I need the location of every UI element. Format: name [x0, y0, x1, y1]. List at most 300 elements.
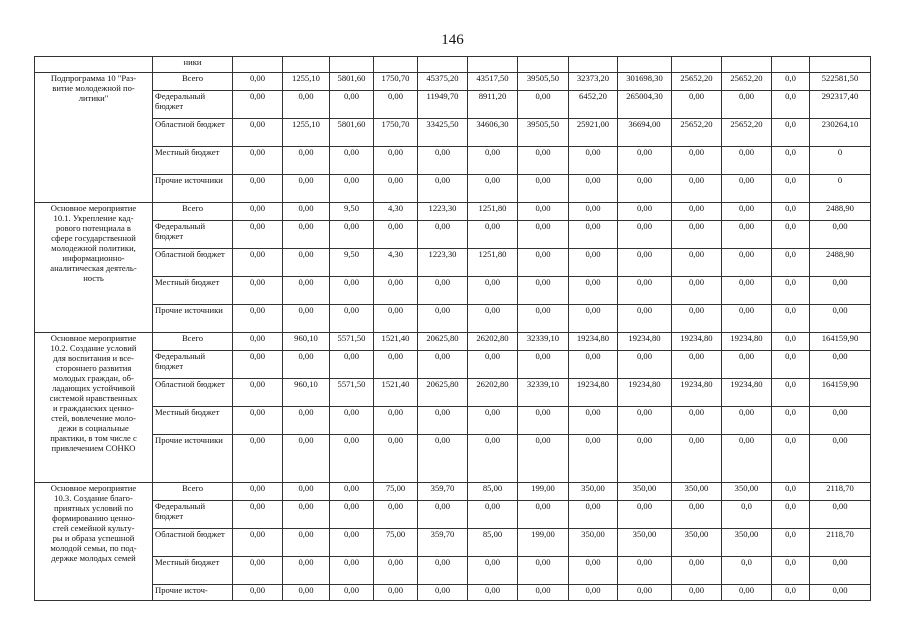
value-cell: 0,00 — [233, 203, 283, 221]
value-cell: 0,00 — [722, 585, 772, 601]
value-cell: 0,00 — [569, 351, 618, 379]
value-cell: 0,00 — [374, 351, 418, 379]
value-cell: 0,00 — [569, 305, 618, 333]
value-cell: 0,00 — [283, 435, 330, 483]
value-cell: 25652,20 — [722, 119, 772, 147]
value-cell: 0,00 — [468, 407, 518, 435]
value-cell: 19234,80 — [569, 379, 618, 407]
funding-source-cell: Прочие источ- — [153, 585, 233, 601]
program-title-cell — [35, 57, 153, 73]
value-cell: 1750,70 — [374, 73, 418, 91]
value-cell: 0,00 — [672, 175, 722, 203]
value-cell: 0,00 — [330, 557, 374, 585]
value-cell — [618, 57, 672, 73]
value-cell: 0,00 — [722, 407, 772, 435]
program-title-line: держке молодых семей — [51, 553, 136, 563]
value-cell: 0,00 — [374, 221, 418, 249]
table-row — [35, 501, 871, 529]
value-cell: 0,00 — [618, 407, 672, 435]
value-cell: 0,00 — [374, 435, 418, 483]
value-cell: 0,00 — [810, 351, 871, 379]
value-cell — [374, 57, 418, 73]
value-cell: 0,00 — [569, 175, 618, 203]
value-cell: 0,00 — [810, 557, 871, 585]
value-cell: 0,00 — [468, 585, 518, 601]
value-cell: 0,00 — [672, 585, 722, 601]
value-cell: 0,00 — [618, 147, 672, 175]
value-cell: 36694,00 — [618, 119, 672, 147]
value-cell: 25652,20 — [722, 73, 772, 91]
value-cell: 0,0 — [772, 407, 810, 435]
value-cell: 0,00 — [418, 305, 468, 333]
value-cell: 350,00 — [722, 529, 772, 557]
program-title-cell — [35, 203, 153, 333]
funding-source-cell: Всего — [153, 73, 233, 91]
value-cell: 0,00 — [233, 221, 283, 249]
program-title-line: ность — [83, 273, 104, 283]
value-cell: 0,00 — [569, 249, 618, 277]
value-cell: 0,00 — [330, 407, 374, 435]
value-cell: 0,00 — [330, 501, 374, 529]
value-cell: 0,00 — [233, 277, 283, 305]
value-cell: 0,00 — [672, 407, 722, 435]
value-cell: 0,00 — [283, 147, 330, 175]
table-row — [35, 221, 871, 249]
value-cell: 0,00 — [722, 91, 772, 119]
value-cell: 32339,10 — [518, 379, 569, 407]
value-cell: 19234,80 — [569, 333, 618, 351]
value-cell: 164159,90 — [810, 333, 871, 351]
value-cell: 0,00 — [233, 435, 283, 483]
value-cell: 0,00 — [233, 351, 283, 379]
value-cell — [330, 57, 374, 73]
value-cell: 0,00 — [283, 585, 330, 601]
value-cell: 2488,90 — [810, 249, 871, 277]
value-cell: 0,00 — [618, 501, 672, 529]
value-cell: 0,00 — [722, 435, 772, 483]
value-cell: 350,00 — [672, 483, 722, 501]
value-cell: 0,00 — [518, 407, 569, 435]
table-row — [35, 249, 871, 277]
value-cell: 0,00 — [418, 147, 468, 175]
program-title-cell — [35, 73, 153, 203]
value-cell: 0,00 — [283, 407, 330, 435]
program-title-line: ры и образа успешной — [52, 533, 135, 543]
value-cell: 0,0 — [772, 501, 810, 529]
value-cell: 0,00 — [569, 203, 618, 221]
value-cell: 0,00 — [810, 305, 871, 333]
value-cell: 0,00 — [330, 277, 374, 305]
value-cell: 85,00 — [468, 483, 518, 501]
value-cell: 0,00 — [518, 91, 569, 119]
value-cell: 0,00 — [283, 483, 330, 501]
funding-source-cell: Местный бюджет — [153, 147, 233, 175]
program-title-line: 10.3. Создание благо- — [54, 493, 133, 503]
value-cell: 0,00 — [672, 147, 722, 175]
program-title-line: Основное мероприятие — [50, 203, 137, 213]
value-cell: 0,00 — [233, 483, 283, 501]
value-cell: 0,0 — [772, 221, 810, 249]
table-row — [35, 91, 871, 119]
value-cell: 0,00 — [233, 147, 283, 175]
value-cell: 0,00 — [468, 501, 518, 529]
value-cell: 0,0 — [772, 147, 810, 175]
table-row — [35, 585, 871, 601]
value-cell: 1521,40 — [374, 379, 418, 407]
value-cell: 5801,60 — [330, 119, 374, 147]
value-cell: 0,00 — [618, 277, 672, 305]
value-cell: 0,0 — [772, 73, 810, 91]
value-cell: 0,0 — [722, 557, 772, 585]
value-cell: 1255,10 — [283, 73, 330, 91]
value-cell: 0,00 — [283, 277, 330, 305]
program-title-line: молодой семьи, по под- — [50, 543, 137, 553]
program-title-line: привлечением СОНКО — [51, 443, 136, 453]
value-cell: 0,00 — [374, 407, 418, 435]
value-cell: 0,00 — [233, 175, 283, 203]
value-cell: 0,00 — [810, 435, 871, 483]
value-cell: 85,00 — [468, 529, 518, 557]
value-cell: 0,00 — [233, 379, 283, 407]
value-cell: 0,00 — [468, 147, 518, 175]
value-cell: 0,00 — [374, 175, 418, 203]
value-cell: 0,00 — [618, 221, 672, 249]
value-cell: 0,00 — [233, 529, 283, 557]
program-title-line: и гражданских ценно- — [53, 403, 134, 413]
value-cell: 43517,50 — [468, 73, 518, 91]
value-cell — [672, 57, 722, 73]
value-cell: 32339,10 — [518, 333, 569, 351]
value-cell: 20625,80 — [418, 379, 468, 407]
page-number: 146 — [441, 32, 464, 48]
value-cell: 0,00 — [233, 305, 283, 333]
value-cell: 0,00 — [283, 501, 330, 529]
value-cell: 0,0 — [772, 249, 810, 277]
value-cell: 0,00 — [569, 557, 618, 585]
value-cell: 0,0 — [772, 203, 810, 221]
value-cell: 19234,80 — [672, 333, 722, 351]
value-cell: 0,0 — [772, 529, 810, 557]
value-cell: 19234,80 — [618, 333, 672, 351]
value-cell: 0,00 — [672, 221, 722, 249]
value-cell: 0,00 — [518, 175, 569, 203]
value-cell: 0,0 — [772, 379, 810, 407]
table-row — [35, 529, 871, 557]
value-cell: 0,00 — [233, 249, 283, 277]
value-cell: 0,0 — [772, 483, 810, 501]
value-cell: 0,00 — [672, 501, 722, 529]
value-cell: 199,00 — [518, 529, 569, 557]
value-cell: 350,00 — [569, 529, 618, 557]
program-title-line: для воспитания и все- — [53, 353, 134, 363]
value-cell: 1750,70 — [374, 119, 418, 147]
value-cell: 32373,20 — [569, 73, 618, 91]
program-title-line: витие молодежной по- — [52, 83, 135, 93]
value-cell: 0,00 — [468, 221, 518, 249]
funding-source-cell: Федеральный бюджет — [153, 221, 233, 249]
value-cell — [722, 57, 772, 73]
value-cell: 0,00 — [330, 221, 374, 249]
funding-source-cell: Прочие источники — [153, 305, 233, 333]
value-cell: 8911,20 — [468, 91, 518, 119]
value-cell: 0,00 — [330, 351, 374, 379]
value-cell: 301698,30 — [618, 73, 672, 91]
value-cell: 0,00 — [672, 249, 722, 277]
value-cell: 19234,80 — [722, 379, 772, 407]
value-cell: 19234,80 — [722, 333, 772, 351]
value-cell: 0,00 — [468, 277, 518, 305]
funding-source-cell: Местный бюджет — [153, 277, 233, 305]
value-cell: 0,00 — [722, 277, 772, 305]
table-row — [35, 333, 871, 351]
value-cell: 0,00 — [618, 249, 672, 277]
value-cell: 0,00 — [374, 305, 418, 333]
value-cell: 0,00 — [374, 91, 418, 119]
value-cell: 0,00 — [418, 557, 468, 585]
value-cell: 25652,20 — [672, 119, 722, 147]
value-cell: 0,00 — [722, 249, 772, 277]
table-row — [35, 73, 871, 91]
program-title-line: информационно- — [62, 253, 125, 263]
value-cell: 0,00 — [468, 305, 518, 333]
value-cell: 0,0 — [772, 333, 810, 351]
value-cell: 0,00 — [418, 277, 468, 305]
value-cell: 0,00 — [330, 529, 374, 557]
value-cell: 0,00 — [418, 175, 468, 203]
value-cell: 265004,30 — [618, 91, 672, 119]
value-cell: 0,00 — [518, 435, 569, 483]
value-cell: 9,50 — [330, 203, 374, 221]
value-cell: 0,00 — [810, 585, 871, 601]
table-row — [35, 119, 871, 147]
table-row — [35, 351, 871, 379]
value-cell: 0,00 — [722, 203, 772, 221]
value-cell: 4,30 — [374, 203, 418, 221]
value-cell: 0,0 — [772, 305, 810, 333]
value-cell: 0,0 — [772, 557, 810, 585]
program-title-line: системой нравственных — [49, 393, 138, 403]
value-cell: 5801,60 — [330, 73, 374, 91]
value-cell: 75,00 — [374, 483, 418, 501]
value-cell: 0,00 — [518, 249, 569, 277]
value-cell — [468, 57, 518, 73]
value-cell: 522581,50 — [810, 73, 871, 91]
funding-source-cell: Прочие источники — [153, 435, 233, 483]
value-cell: 0,00 — [618, 585, 672, 601]
value-cell: 0,00 — [330, 147, 374, 175]
value-cell: 0,00 — [569, 585, 618, 601]
value-cell: 1521,40 — [374, 333, 418, 351]
value-cell: 25652,20 — [672, 73, 722, 91]
program-title-line: Подпрограмма 10 "Раз- — [50, 73, 137, 83]
value-cell: 2488,90 — [810, 203, 871, 221]
value-cell: 25921,00 — [569, 119, 618, 147]
value-cell: 0,00 — [672, 203, 722, 221]
value-cell: 960,10 — [283, 333, 330, 351]
value-cell: 0,00 — [569, 407, 618, 435]
value-cell: 11949,70 — [418, 91, 468, 119]
value-cell: 0,0 — [722, 501, 772, 529]
funding-source-cell: Областной бюджет — [153, 119, 233, 147]
value-cell: 199,00 — [518, 483, 569, 501]
program-title-line: дежи в социальные — [58, 423, 129, 433]
value-cell: 2118,70 — [810, 529, 871, 557]
value-cell: 0,00 — [672, 435, 722, 483]
value-cell: 0,00 — [569, 147, 618, 175]
value-cell: 0,00 — [233, 407, 283, 435]
value-cell: 960,10 — [283, 379, 330, 407]
value-cell: 1255,10 — [283, 119, 330, 147]
funding-source-cell: Всего — [153, 483, 233, 501]
value-cell: 0,00 — [418, 501, 468, 529]
value-cell: 39505,50 — [518, 119, 569, 147]
value-cell: 0 — [810, 175, 871, 203]
value-cell — [418, 57, 468, 73]
value-cell: 0,00 — [569, 221, 618, 249]
program-title-line: Основное мероприятие — [50, 333, 137, 343]
table-row — [35, 57, 871, 73]
value-cell: 0,00 — [233, 501, 283, 529]
table-row — [35, 435, 871, 483]
value-cell: 0,00 — [468, 557, 518, 585]
table-row — [35, 379, 871, 407]
program-title-line: стороннего развития — [55, 363, 132, 373]
program-title-line: 10.1. Укрепление кад- — [53, 213, 134, 223]
value-cell: 0,00 — [518, 557, 569, 585]
program-title-cell — [35, 483, 153, 601]
value-cell: 0,00 — [374, 501, 418, 529]
table-row — [35, 277, 871, 305]
value-cell: 26202,80 — [468, 333, 518, 351]
program-title-line: рового потенциала в — [56, 223, 131, 233]
funding-source-cell: Федеральный бюджет — [153, 91, 233, 119]
value-cell: 0,00 — [233, 91, 283, 119]
value-cell: 0,00 — [468, 351, 518, 379]
value-cell: 350,00 — [618, 483, 672, 501]
value-cell: 33425,50 — [418, 119, 468, 147]
value-cell: 1223,30 — [418, 249, 468, 277]
value-cell: 0,00 — [330, 483, 374, 501]
value-cell: 0,00 — [722, 351, 772, 379]
value-cell: 350,00 — [569, 483, 618, 501]
value-cell: 0,00 — [569, 435, 618, 483]
value-cell: 0,0 — [772, 91, 810, 119]
table-row — [35, 305, 871, 333]
value-cell: 0,00 — [330, 91, 374, 119]
value-cell: 0,00 — [722, 221, 772, 249]
value-cell: 0,00 — [233, 119, 283, 147]
value-cell: 230264,10 — [810, 119, 871, 147]
program-title-line: Основное мероприятие — [50, 483, 137, 493]
value-cell: 0,0 — [772, 277, 810, 305]
value-cell: 0,00 — [283, 203, 330, 221]
program-title-line: стей, вовлечение моло- — [51, 413, 136, 423]
funding-source-cell: Областной бюджет — [153, 379, 233, 407]
value-cell: 0,00 — [374, 557, 418, 585]
value-cell: 0,00 — [283, 529, 330, 557]
value-cell: 0,00 — [374, 585, 418, 601]
value-cell — [233, 57, 283, 73]
value-cell: 0 — [810, 147, 871, 175]
value-cell: 0,00 — [518, 147, 569, 175]
value-cell: 0,00 — [722, 305, 772, 333]
funding-source-cell: Федеральный бюджет — [153, 501, 233, 529]
value-cell: 0,00 — [233, 73, 283, 91]
program-title-line: молодых граждан, об- — [53, 373, 134, 383]
value-cell: 0,00 — [722, 147, 772, 175]
value-cell: 6452,20 — [569, 91, 618, 119]
value-cell: 9,50 — [330, 249, 374, 277]
value-cell: 0,00 — [283, 221, 330, 249]
value-cell: 0,00 — [330, 305, 374, 333]
value-cell: 0,00 — [672, 351, 722, 379]
value-cell: 0,00 — [374, 277, 418, 305]
value-cell: 292317,40 — [810, 91, 871, 119]
program-title-line: формированию ценно- — [52, 513, 135, 523]
value-cell: 0,00 — [330, 435, 374, 483]
value-cell: 2118,70 — [810, 483, 871, 501]
value-cell: 0,00 — [330, 585, 374, 601]
value-cell: 0,00 — [330, 175, 374, 203]
value-cell: 0,00 — [283, 557, 330, 585]
value-cell: 26202,80 — [468, 379, 518, 407]
value-cell: 34606,30 — [468, 119, 518, 147]
funding-source-cell: Местный бюджет — [153, 407, 233, 435]
value-cell: 0,00 — [418, 221, 468, 249]
value-cell: 0,00 — [283, 91, 330, 119]
funding-source-cell: ники — [153, 57, 233, 73]
funding-source-cell: Местный бюджет — [153, 557, 233, 585]
value-cell: 1251,80 — [468, 203, 518, 221]
value-cell: 0,00 — [672, 277, 722, 305]
value-cell: 0,00 — [233, 557, 283, 585]
funding-source-cell: Всего — [153, 203, 233, 221]
value-cell: 0,00 — [672, 91, 722, 119]
value-cell: 0,00 — [810, 501, 871, 529]
value-cell: 0,00 — [672, 305, 722, 333]
value-cell: 0,0 — [772, 119, 810, 147]
funding-source-cell: Областной бюджет — [153, 529, 233, 557]
value-cell: 0,00 — [283, 351, 330, 379]
value-cell — [569, 57, 618, 73]
value-cell: 0,00 — [618, 305, 672, 333]
value-cell: 0,00 — [283, 249, 330, 277]
value-cell: 0,00 — [418, 585, 468, 601]
value-cell: 45375,20 — [418, 73, 468, 91]
program-title-cell — [35, 333, 153, 483]
funding-source-cell: Федеральный бюджет — [153, 351, 233, 379]
value-cell: 20625,80 — [418, 333, 468, 351]
value-cell: 0,00 — [283, 305, 330, 333]
program-title-line: литики" — [78, 93, 109, 103]
table-row — [35, 147, 871, 175]
value-cell: 0,0 — [772, 435, 810, 483]
value-cell: 0,00 — [518, 501, 569, 529]
value-cell: 0,00 — [418, 407, 468, 435]
value-cell — [772, 57, 810, 73]
value-cell: 359,70 — [418, 483, 468, 501]
value-cell: 0,00 — [518, 221, 569, 249]
value-cell: 0,00 — [618, 203, 672, 221]
value-cell: 0,0 — [772, 175, 810, 203]
value-cell: 359,70 — [418, 529, 468, 557]
value-cell: 75,00 — [374, 529, 418, 557]
value-cell: 0,0 — [772, 351, 810, 379]
value-cell: 0,00 — [468, 175, 518, 203]
value-cell: 0,00 — [418, 351, 468, 379]
value-cell: 1223,30 — [418, 203, 468, 221]
value-cell: 0,00 — [618, 351, 672, 379]
